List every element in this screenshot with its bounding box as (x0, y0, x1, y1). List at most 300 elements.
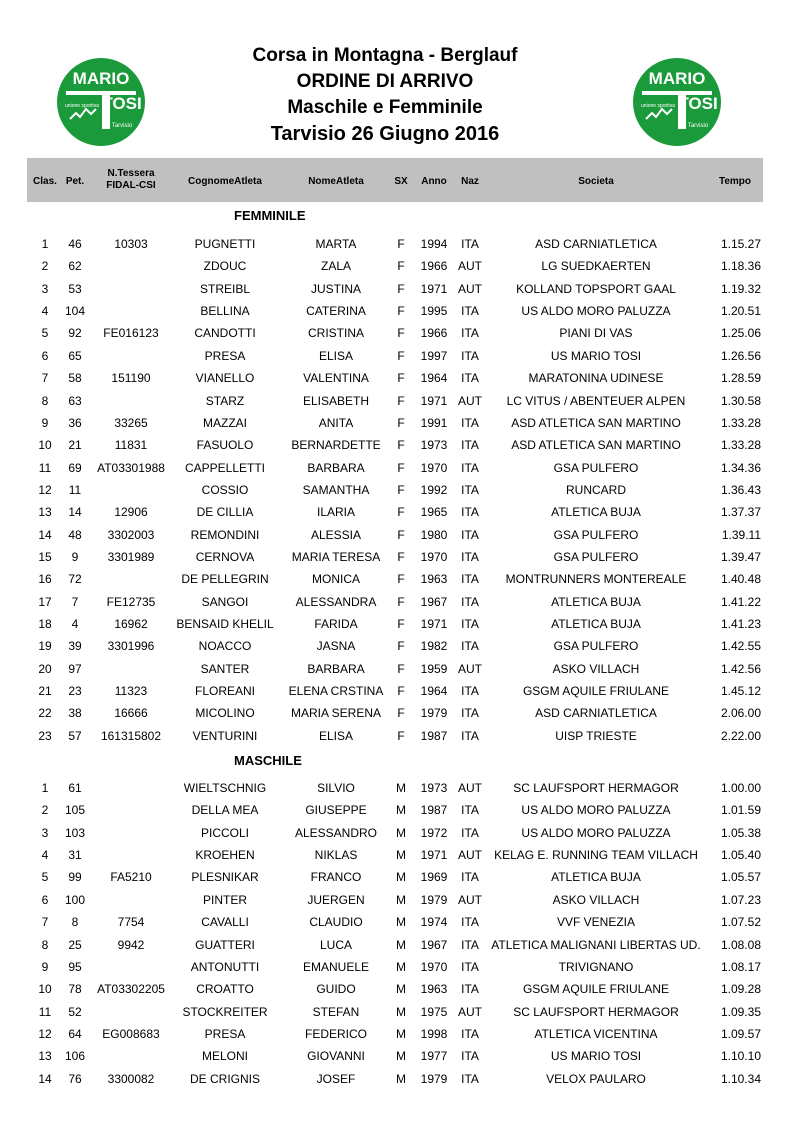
cell-last-name: BENSAID KHELIL (176, 617, 274, 631)
cell-last-name: MAZZAI (203, 415, 247, 430)
cell-finish-time: 1.07.23 (720, 892, 761, 907)
cell-nationality: ITA (461, 728, 479, 743)
cell-position: 3 (41, 281, 49, 296)
cell-last-name: KROEHEN (195, 848, 255, 862)
table-row (27, 845, 763, 867)
cell-bib-number: 100 (64, 892, 86, 907)
cell-birth-year: 1967 (420, 937, 448, 952)
cell-last-name: COSSIO (201, 482, 249, 497)
cell-position: 15 (38, 549, 52, 564)
table-row (27, 547, 763, 569)
cell-position: 4 (41, 304, 49, 319)
cell-bib-number: 58 (68, 371, 82, 386)
cell-nationality: ITA (461, 1026, 479, 1041)
cell-license-number: AT03301988 (97, 460, 165, 475)
cell-sex: M (396, 892, 406, 907)
cell-first-name: ELISA (318, 348, 354, 363)
logo-text-tosi: TOSI (678, 94, 718, 113)
cell-bib-number: 4 (71, 617, 79, 631)
cell-first-name: MONICA (312, 572, 360, 587)
cell-sex: M (396, 937, 406, 952)
cell-sex: F (397, 505, 405, 520)
section-title: FEMMINILE (234, 208, 306, 223)
cell-last-name: GUATTERI (195, 937, 255, 952)
cell-sex: F (397, 527, 405, 542)
cell-first-name: BARBARA (307, 661, 365, 676)
table-row (27, 726, 763, 748)
cell-club: ASD ATLETICA SAN MARTINO (511, 415, 681, 430)
cell-last-name: CAPPELLETTI (184, 460, 266, 475)
cell-bib-number: 76 (68, 1071, 82, 1086)
col-header-tessera-line1: N.Tessera (107, 168, 155, 179)
cell-position: 9 (41, 415, 49, 430)
cell-first-name: MARIA TERESA (291, 549, 381, 564)
cell-finish-time: 1.01.59 (720, 803, 761, 818)
cell-club: MONTRUNNERS MONTEREALE (505, 572, 687, 587)
title-line: Tarvisio 26 Giugno 2016 (270, 123, 500, 145)
cell-finish-time: 1.05.40 (720, 848, 761, 862)
cell-nationality: ITA (461, 505, 479, 520)
cell-finish-time: 1.09.35 (720, 1004, 761, 1019)
cell-birth-year: 1964 (420, 371, 448, 386)
cell-finish-time: 1.18.36 (720, 259, 761, 274)
table-row (27, 502, 763, 524)
table-row (27, 391, 763, 413)
cell-birth-year: 1963 (420, 982, 448, 997)
cell-last-name: MELONI (201, 1049, 248, 1064)
table-header (27, 158, 763, 202)
table-row (27, 368, 763, 390)
cell-sex: F (397, 572, 405, 587)
cell-finish-time: 2.06.00 (720, 706, 761, 721)
cell-position: 13 (38, 1049, 52, 1064)
cell-club: GSGM AQUILE FRIULANE (522, 982, 670, 997)
cell-bib-number: 95 (68, 959, 82, 974)
cell-nationality: ITA (461, 371, 479, 386)
cell-position: 2 (41, 803, 49, 818)
cell-nationality: ITA (461, 460, 479, 475)
table-row (27, 569, 763, 591)
cell-club: TRIVIGNANO (558, 959, 634, 974)
cell-first-name: SILVIO (317, 781, 355, 795)
cell-bib-number: 7 (71, 594, 79, 609)
cell-last-name: CAVALLI (201, 915, 249, 930)
cell-position: 19 (38, 639, 52, 654)
cell-club: ATLETICA VICENTINA (534, 1026, 658, 1041)
logo-text-small: unione sportiva (65, 103, 99, 109)
cell-finish-time: 1.07.52 (720, 915, 761, 930)
table-row (27, 301, 763, 323)
cell-sex: M (396, 1026, 406, 1041)
cell-club: ATLETICA BUJA (551, 505, 641, 520)
cell-finish-time: 1.26.56 (720, 348, 761, 363)
cell-position: 6 (41, 348, 49, 363)
cell-first-name: GIOVANNI (307, 1049, 365, 1064)
cell-bib-number: 9 (71, 549, 79, 564)
cell-finish-time: 2.22.00 (720, 728, 761, 743)
cell-club: KOLLAND TOPSPORT GAAL (516, 281, 676, 296)
cell-sex: F (397, 684, 405, 698)
table-row (27, 279, 763, 301)
cell-sex: F (397, 348, 405, 363)
cell-license-number: 3300082 (107, 1071, 155, 1086)
cell-last-name: FASUOLO (196, 438, 254, 453)
cell-birth-year: 1997 (420, 348, 448, 363)
cell-first-name: ELISABETH (302, 393, 370, 408)
cell-birth-year: 1975 (420, 1004, 448, 1019)
cell-bib-number: 31 (68, 848, 82, 862)
cell-first-name: MARTA (315, 237, 357, 251)
cell-sex: F (397, 415, 405, 430)
cell-last-name: BELLINA (200, 304, 250, 319)
cell-first-name: NIKLAS (314, 848, 358, 862)
cell-last-name: NOACCO (198, 639, 252, 654)
cell-position: 18 (38, 617, 52, 631)
cell-first-name: ELISA (318, 728, 354, 743)
cell-sex: F (397, 259, 405, 274)
cell-position: 8 (41, 937, 49, 952)
cell-sex: F (397, 326, 405, 341)
cell-position: 1 (41, 781, 49, 795)
cell-bib-number: 53 (68, 281, 82, 296)
cell-position: 13 (38, 505, 52, 520)
cell-nationality: ITA (461, 1071, 479, 1086)
cell-last-name: ANTONUTTI (190, 959, 260, 974)
cell-bib-number: 38 (68, 706, 82, 721)
title-line: Corsa in Montagna - Berglauf (252, 45, 518, 66)
table-row (27, 778, 763, 800)
table-row (27, 323, 763, 345)
cell-finish-time: 1.37.37 (720, 505, 761, 520)
cell-sex: M (396, 803, 406, 818)
cell-first-name: JASNA (316, 639, 356, 654)
cell-club: SC LAUFSPORT HERMAGOR (513, 1004, 679, 1019)
cell-sex: M (396, 870, 406, 885)
table-row (27, 480, 763, 502)
cell-birth-year: 1970 (420, 959, 448, 974)
cell-bib-number: 62 (68, 259, 82, 274)
cell-birth-year: 1965 (420, 505, 448, 520)
cell-birth-year: 1964 (420, 684, 448, 698)
cell-bib-number: 69 (68, 460, 82, 475)
cell-club: ASD CARNIATLETICA (535, 237, 657, 251)
cell-nationality: ITA (461, 639, 479, 654)
table-row (27, 867, 763, 889)
document-title (150, 43, 620, 147)
cell-license-number: 12906 (114, 505, 148, 520)
cell-birth-year: 1998 (420, 1026, 448, 1041)
cell-first-name: ELENA CRSTINA (288, 684, 384, 698)
cell-last-name: CERNOVA (195, 549, 255, 564)
mario-tosi-logo (632, 57, 722, 147)
cell-club: US ALDO MORO PALUZZA (521, 825, 671, 840)
cell-birth-year: 1959 (420, 661, 448, 676)
cell-nationality: ITA (461, 594, 479, 609)
cell-bib-number: 36 (68, 415, 82, 430)
cell-birth-year: 1979 (420, 706, 448, 721)
cell-finish-time: 1.20.51 (720, 304, 761, 319)
table-row (27, 681, 763, 703)
cell-birth-year: 1966 (420, 259, 448, 274)
cell-nationality: ITA (461, 326, 479, 341)
cell-last-name: PINTER (202, 892, 247, 907)
cell-position: 11 (38, 460, 52, 475)
cell-finish-time: 1.15.27 (720, 237, 761, 251)
cell-bib-number: 8 (71, 915, 79, 930)
cell-last-name: PRESA (204, 348, 246, 363)
table-row (27, 413, 763, 435)
cell-sex: F (397, 393, 405, 408)
cell-birth-year: 1980 (420, 527, 448, 542)
cell-last-name: MICOLINO (195, 706, 255, 721)
cell-club: MARATONINA UDINESE (528, 371, 664, 386)
cell-position: 10 (38, 982, 52, 997)
cell-first-name: MARIA SERENA (290, 706, 382, 721)
cell-birth-year: 1970 (420, 549, 448, 564)
table-row (27, 435, 763, 457)
cell-position: 9 (41, 959, 49, 974)
logo-text-mario: MARIO (72, 69, 130, 88)
cell-finish-time: 1.05.57 (720, 870, 761, 885)
cell-bib-number: 21 (68, 438, 82, 453)
col-header-nome: NomeAtleta (308, 176, 364, 187)
cell-nationality: ITA (461, 915, 479, 930)
cell-last-name: VENTURINI (192, 728, 258, 743)
cell-bib-number: 23 (68, 684, 82, 698)
col-header-sx: SX (394, 176, 408, 187)
cell-position: 2 (41, 259, 49, 274)
cell-position: 21 (38, 684, 52, 698)
cell-finish-time: 1.40.48 (720, 572, 761, 587)
cell-last-name: PRESA (204, 1026, 246, 1041)
table-row (27, 1069, 763, 1091)
cell-license-number: 16666 (114, 706, 148, 721)
cell-sex: F (397, 617, 405, 631)
cell-club: LC VITUS / ABENTEUER ALPEN (506, 393, 686, 408)
cell-birth-year: 1972 (420, 825, 448, 840)
cell-birth-year: 1994 (420, 237, 448, 251)
cell-last-name: VIANELLO (195, 371, 255, 386)
cell-first-name: ALESSANDRO (294, 825, 378, 840)
cell-finish-time: 1.41.23 (720, 617, 761, 631)
cell-license-number: EG008683 (102, 1026, 160, 1041)
col-header-naz: Naz (461, 176, 479, 187)
cell-license-number: 151190 (111, 371, 151, 386)
cell-club: ATLETICA MALIGNANI LIBERTAS UD. (491, 937, 701, 952)
cell-license-number: 11323 (114, 684, 148, 698)
cell-position: 1 (41, 237, 49, 251)
cell-nationality: ITA (461, 684, 479, 698)
cell-first-name: LUCA (319, 937, 352, 952)
cell-birth-year: 1974 (420, 915, 448, 930)
cell-bib-number: 57 (68, 728, 82, 743)
cell-nationality: ITA (461, 348, 479, 363)
cell-first-name: VALENTINA (303, 371, 369, 386)
cell-first-name: BERNARDETTE (291, 438, 381, 453)
cell-birth-year: 1967 (420, 594, 448, 609)
cell-nationality: AUT (458, 1004, 482, 1019)
cell-birth-year: 1971 (420, 281, 448, 296)
table-row (27, 823, 763, 845)
cell-sex: F (397, 460, 405, 475)
cell-first-name: JUSTINA (310, 281, 361, 296)
cell-position: 10 (38, 438, 52, 453)
cell-position: 22 (38, 706, 52, 721)
cell-finish-time: 1.10.10 (720, 1049, 761, 1064)
cell-club: GSA PULFERO (553, 639, 639, 654)
col-header-pet: Pet. (65, 176, 85, 187)
cell-birth-year: 1995 (420, 304, 448, 319)
cell-first-name: CLAUDIO (309, 915, 363, 930)
cell-birth-year: 1966 (420, 326, 448, 341)
cell-last-name: PLESNIKAR (191, 870, 259, 885)
cell-position: 11 (38, 1004, 52, 1019)
cell-birth-year: 1979 (420, 892, 448, 907)
cell-first-name: ILARIA (316, 505, 355, 520)
cell-finish-time: 1.28.59 (720, 371, 761, 386)
cell-sex: M (396, 982, 406, 997)
cell-nationality: AUT (458, 281, 482, 296)
cell-finish-time: 1.19.32 (720, 281, 761, 296)
table-row (27, 979, 763, 1001)
cell-bib-number: 25 (68, 937, 82, 952)
cell-position: 16 (38, 572, 52, 587)
cell-club: ATLETICA BUJA (551, 594, 641, 609)
cell-bib-number: 11 (68, 482, 82, 497)
cell-birth-year: 1969 (420, 870, 448, 885)
cell-birth-year: 1991 (420, 415, 448, 430)
cell-birth-year: 1979 (420, 1071, 448, 1086)
cell-last-name: SANTER (200, 661, 250, 676)
cell-last-name: PUGNETTI (194, 237, 256, 251)
cell-birth-year: 1970 (420, 460, 448, 475)
cell-nationality: ITA (461, 617, 479, 631)
cell-last-name: REMONDINI (190, 527, 260, 542)
cell-license-number: 9942 (117, 937, 145, 952)
cell-last-name: FLOREANI (194, 684, 255, 698)
logo-text-tosi: TOSI (102, 94, 142, 113)
cell-first-name: JUERGEN (307, 892, 365, 907)
cell-club: ASD ATLETICA SAN MARTINO (511, 438, 681, 453)
table-row (27, 592, 763, 614)
cell-position: 17 (38, 594, 52, 609)
cell-position: 12 (38, 482, 52, 497)
cell-nationality: AUT (458, 892, 482, 907)
table-row (27, 256, 763, 278)
cell-last-name: DE PELLEGRIN (181, 572, 269, 587)
cell-first-name: JOSEF (316, 1071, 356, 1086)
cell-sex: F (397, 661, 405, 676)
cell-first-name: FARIDA (314, 617, 358, 631)
cell-position: 8 (41, 393, 49, 408)
logo-text-small: unione sportiva (641, 103, 675, 109)
cell-nationality: ITA (461, 959, 479, 974)
cell-position: 5 (41, 870, 49, 885)
cell-sex: F (397, 728, 405, 743)
col-header-societa: Societa (578, 176, 614, 187)
cell-club: GSA PULFERO (553, 527, 639, 542)
cell-nationality: ITA (461, 237, 479, 251)
cell-license-number: 161315802 (100, 728, 162, 743)
col-header-anno: Anno (421, 176, 447, 187)
table-row (27, 703, 763, 725)
cell-bib-number: 78 (68, 982, 82, 997)
cell-bib-number: 46 (68, 237, 82, 251)
cell-nationality: AUT (458, 259, 482, 274)
cell-license-number: FE016123 (103, 326, 159, 341)
cell-finish-time: 1.36.43 (720, 482, 761, 497)
cell-license-number: 3302003 (107, 527, 155, 542)
cell-finish-time: 1.34.36 (720, 460, 761, 475)
mario-tosi-logo (56, 57, 146, 147)
table-row (27, 912, 763, 934)
cell-nationality: ITA (461, 937, 479, 952)
cell-bib-number: 103 (64, 825, 86, 840)
cell-birth-year: 1987 (420, 728, 448, 743)
cell-club: GSA PULFERO (553, 549, 639, 564)
cell-sex: M (396, 781, 406, 795)
cell-last-name: ZDOUC (203, 259, 247, 274)
cell-club: ASD CARNIATLETICA (535, 706, 657, 721)
cell-nationality: AUT (458, 781, 482, 795)
cell-birth-year: 1973 (420, 438, 448, 453)
cell-bib-number: 65 (68, 348, 82, 363)
table-row (27, 1046, 763, 1068)
cell-sex: F (397, 304, 405, 319)
cell-finish-time: 1.08.17 (720, 959, 761, 974)
cell-sex: F (397, 438, 405, 453)
cell-bib-number: 105 (64, 803, 86, 818)
cell-club: US ALDO MORO PALUZZA (521, 803, 671, 818)
cell-nationality: ITA (461, 706, 479, 721)
cell-license-number: AT03302205 (97, 982, 165, 997)
cell-first-name: GUIDO (316, 982, 356, 997)
cell-nationality: ITA (461, 304, 479, 319)
table-row (27, 525, 763, 547)
cell-sex: F (397, 237, 405, 251)
table-row (27, 800, 763, 822)
cell-nationality: ITA (461, 482, 479, 497)
cell-bib-number: 72 (68, 572, 82, 587)
cell-first-name: GIUSEPPE (305, 803, 367, 818)
cell-first-name: CATERINA (306, 304, 366, 319)
cell-bib-number: 63 (68, 393, 82, 408)
cell-finish-time: 1.41.22 (720, 594, 761, 609)
cell-last-name: DE CRIGNIS (189, 1071, 260, 1086)
table-row (27, 234, 763, 256)
cell-first-name: ANITA (318, 415, 354, 430)
cell-position: 14 (38, 1071, 52, 1086)
cell-sex: F (397, 371, 405, 386)
cell-sex: F (397, 639, 405, 654)
cell-sex: M (396, 915, 406, 930)
table-row (27, 636, 763, 658)
cell-birth-year: 1963 (420, 572, 448, 587)
cell-first-name: ZALA (320, 259, 351, 274)
cell-license-number: 3301996 (107, 639, 155, 654)
cell-last-name: SANGOI (201, 594, 249, 609)
cell-club: ASKO VILLACH (552, 661, 640, 676)
cell-finish-time: 1.39.11 (721, 527, 761, 542)
cell-nationality: AUT (458, 393, 482, 408)
cell-club: LG SUEDKAERTEN (541, 259, 651, 274)
cell-birth-year: 1992 (420, 482, 448, 497)
cell-club: ASKO VILLACH (552, 892, 640, 907)
cell-finish-time: 1.33.28 (720, 438, 761, 453)
cell-bib-number: 61 (68, 781, 82, 795)
cell-birth-year: 1987 (420, 803, 448, 818)
table-row (27, 1002, 763, 1024)
